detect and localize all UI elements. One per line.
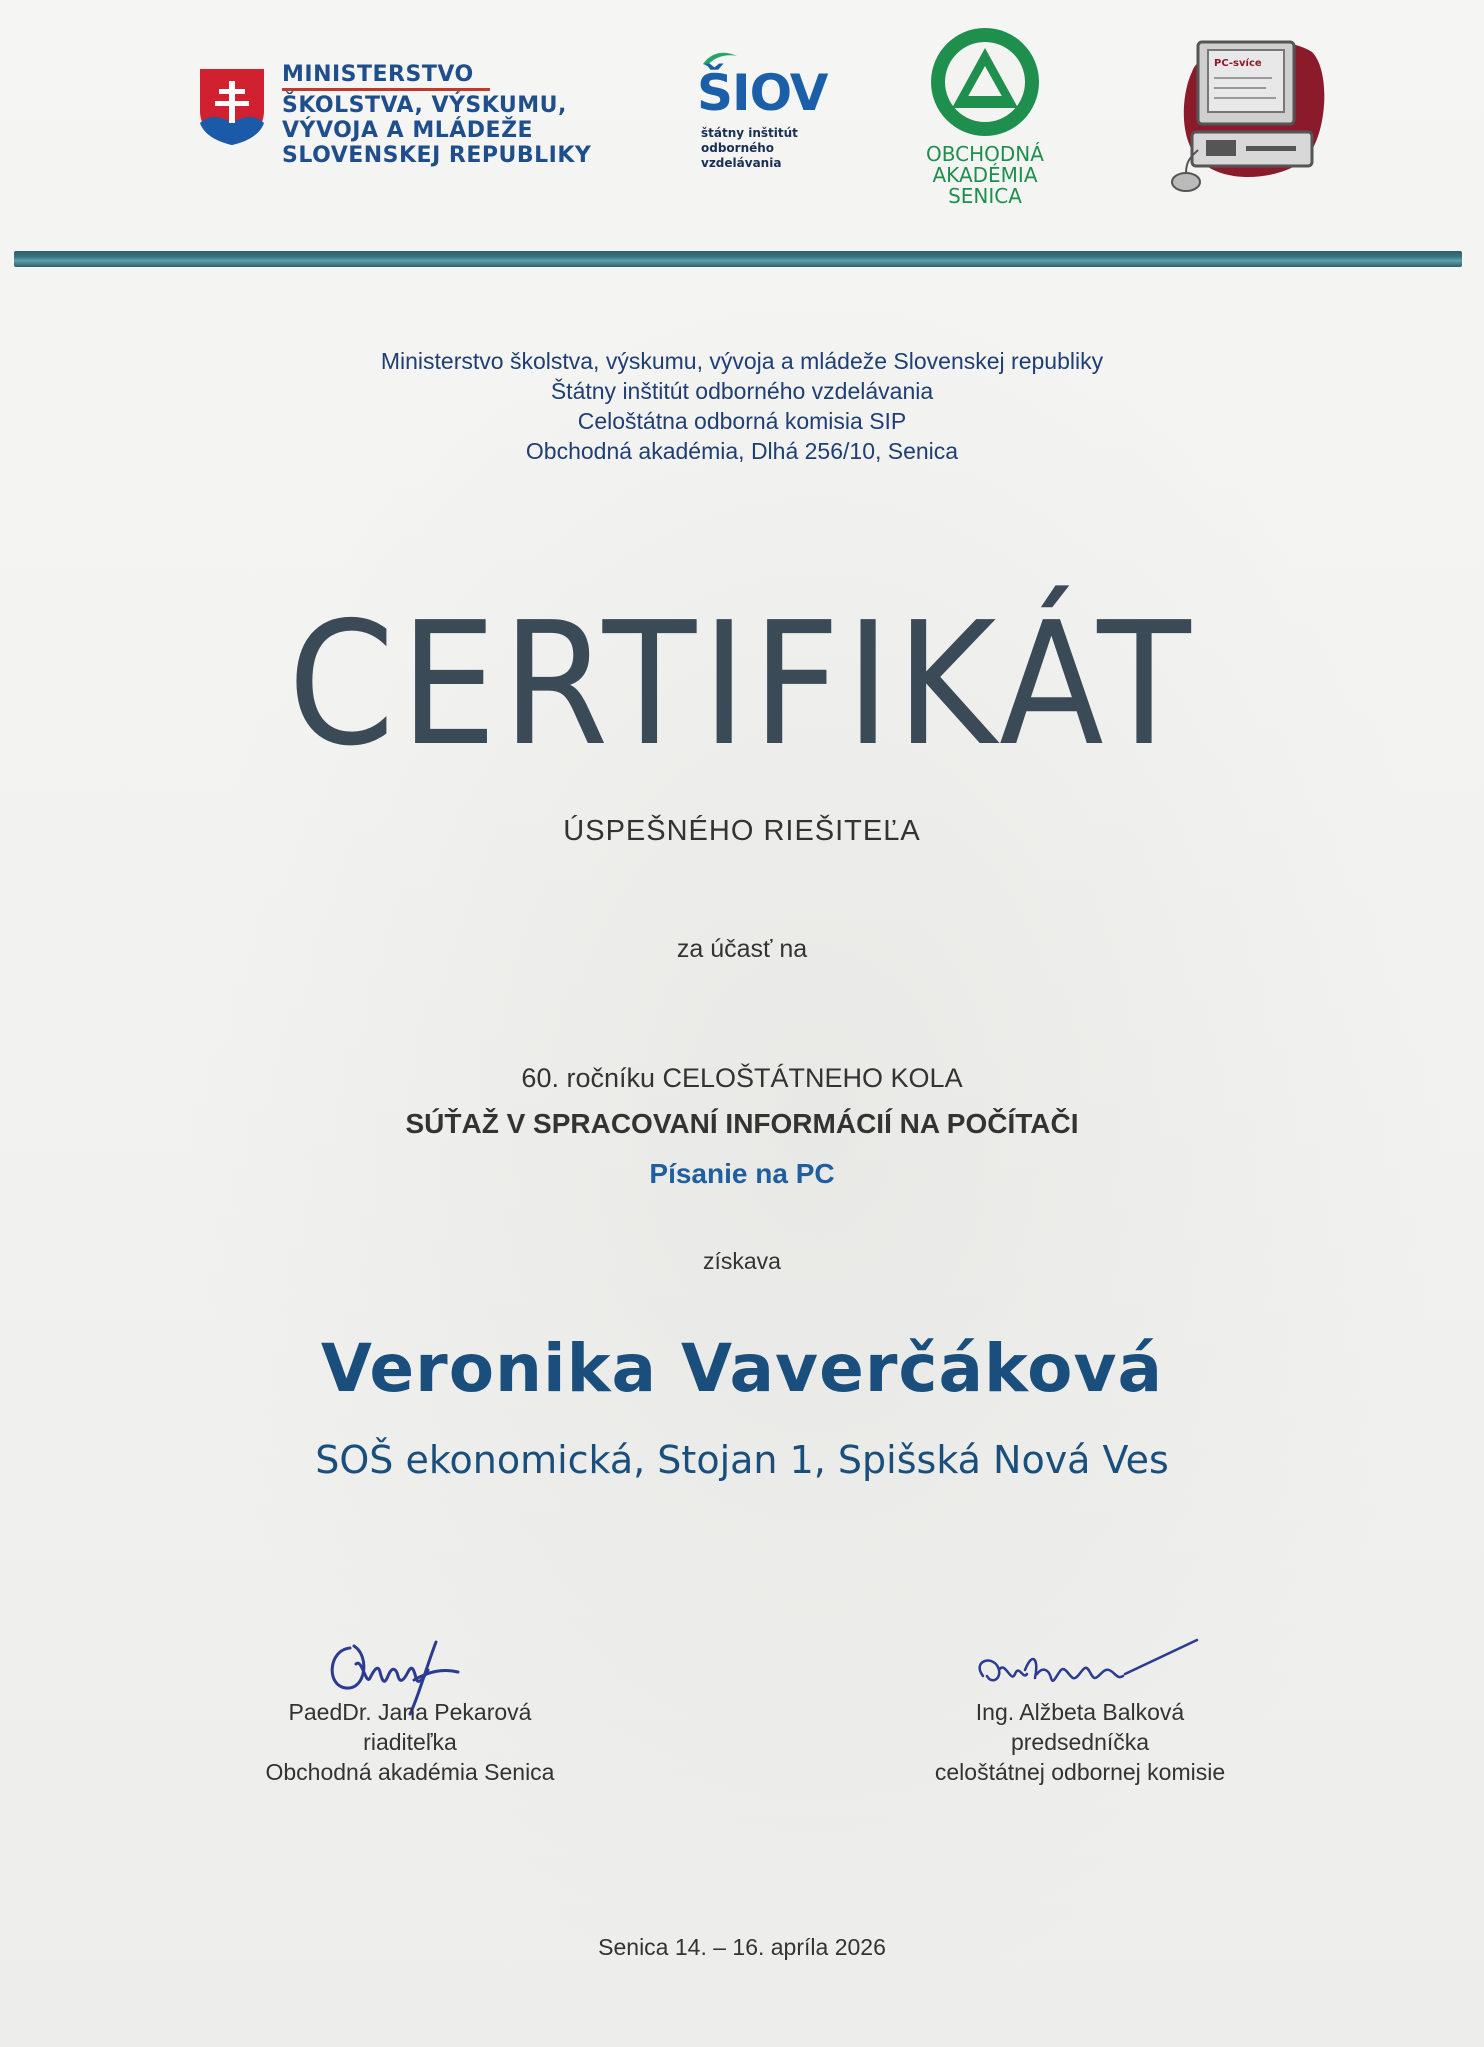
organizers-block [0, 346, 1484, 466]
siov-logo-line3: vzdelávania [701, 156, 782, 170]
oa-logo-line3: SENICA [948, 184, 1022, 208]
recipient-school: SOŠ ekonomická, Stojan 1, Spišská Nová Ves [315, 1438, 1169, 1482]
participation-text: za účasť na [676, 935, 808, 963]
ministry-logo-line2: ŠKOLSTVA, VÝSKUMU, [282, 93, 567, 118]
signature-left-organization: Obchodná akadémia Senica [265, 1759, 555, 1785]
receives-text: získava [703, 1248, 781, 1274]
signature-left-name: PaedDr. Jana Pekarová [288, 1699, 532, 1725]
ministry-logo-line3: VÝVOJA A MLÁDEŽE [282, 118, 534, 143]
organizer-line1: Ministerstvo školstva, výskumu, vývoja a mládeže Slovenskej republiky [380, 348, 1104, 374]
competition-name: SÚŤAŽ V SPRACOVANÍ INFORMÁCIÍ NA POČÍTAČI [405, 1108, 1079, 1139]
signature-left-role: riaditeľka [363, 1729, 457, 1755]
ministry-logo-line4: SLOVENSKEJ REPUBLIKY [282, 143, 592, 168]
siov-logo-name: ŠIOV [697, 64, 828, 122]
siov-logo [695, 50, 828, 190]
slovak-coat-of-arms-icon [198, 67, 266, 147]
oa-logo-line1: OBCHODNÁ [926, 142, 1044, 166]
organizer-line3: Celoštátna odborná komisia SIP [577, 408, 907, 434]
certificate-subtitle: ÚSPEŠNÉHO RIEŠITEĽA [563, 815, 921, 847]
recipient-name: Veronika Vaverčáková [320, 1330, 1164, 1407]
competition-category: Písanie na PC [649, 1158, 835, 1189]
oa-senica-logo [900, 26, 1070, 216]
place-and-date: Senica 14. – 16. apríla 2026 [598, 1934, 886, 1960]
siov-logo-line2: odborného [701, 141, 775, 155]
signature-right-organization: celoštátnej odbornej komisie [934, 1759, 1226, 1785]
organizer-line4: Obchodná akadémia, Dlhá 256/10, Senica [525, 438, 959, 464]
ministry-red-rule [282, 88, 490, 91]
header-divider [14, 251, 1462, 267]
round-text: 60. ročníku CELOŠTÁTNEHO KOLA [521, 1063, 963, 1093]
signature-left [210, 1697, 610, 1787]
oa-logo-line2: AKADÉMIA [932, 163, 1038, 187]
oa-emblem-icon [926, 26, 1044, 138]
siov-logo-line1: štátny inštitút [701, 126, 798, 140]
computer-icon [1162, 32, 1332, 202]
ministry-logo [198, 62, 628, 192]
signature-right [860, 1697, 1300, 1787]
organizer-line2: Štátny inštitút odborného vzdelávania [550, 378, 934, 404]
ministry-logo-line1: MINISTERSTVO [282, 62, 474, 87]
signature-right-name: Ing. Alžbeta Balková [975, 1699, 1185, 1725]
signature-right-handwriting [965, 1630, 1205, 1700]
certificate-title: CERTIFIKÁT [287, 586, 1197, 784]
pc-logo-screen-text: PC-svíce [1214, 58, 1262, 69]
signature-right-role: predsedníčka [1010, 1729, 1150, 1755]
pc-competition-logo [1162, 32, 1332, 202]
